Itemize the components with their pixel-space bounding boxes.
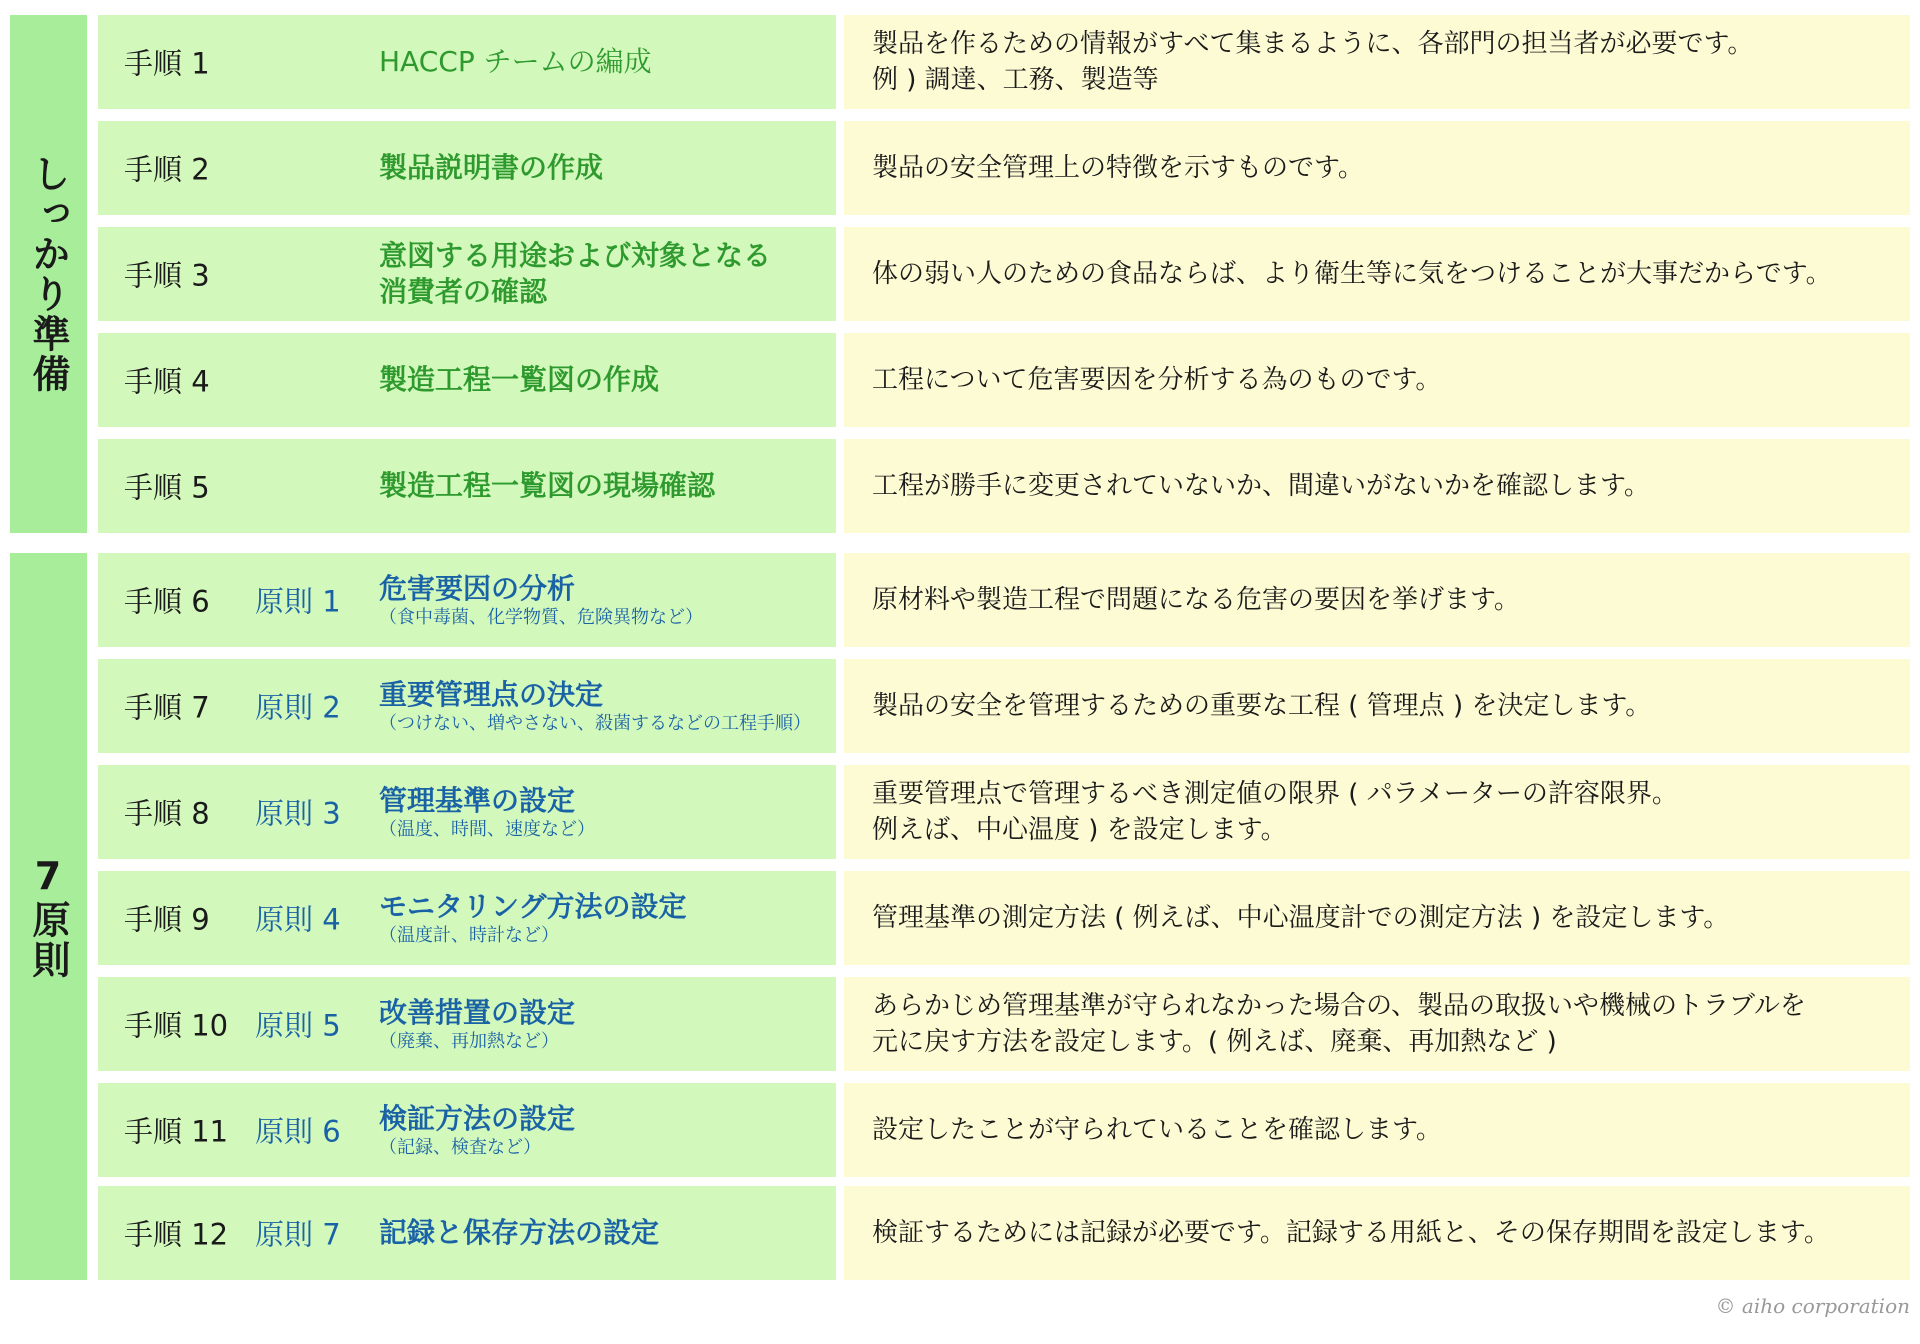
step-description: 原材料や製造工程で問題になる危害の要因を挙げます。 [872, 585, 1520, 615]
step-description: 体の弱い人のための食品ならば、より衛生等に気をつけることが大事だからです。 [872, 259, 1832, 289]
step-subtitle: （記録、検査など） [379, 1137, 541, 1158]
step-cell [98, 121, 836, 215]
description-cell [844, 15, 1910, 109]
section-label-preparation-text: しっかり準備 [26, 154, 70, 394]
step-description: 検証するためには記録が必要です。記録する用紙と、その保存期間を設定します。 [872, 1218, 1830, 1248]
step-subtitle: （つけない、増やさない、殺菌するなどの工程手順） [379, 713, 811, 734]
step-cell [98, 439, 836, 533]
step-description: 管理基準の測定方法 ( 例えば、中心温度計での測定方法 ) を設定します。 [872, 903, 1730, 933]
principle-number: 原則 2 [255, 690, 341, 725]
table-row [98, 15, 1910, 109]
step-description: 製品を作るための情報がすべて集まるように、各部門の担当者が必要です。 例 ) 調達、工務、製造等 [872, 29, 1754, 95]
principle-number: 原則 1 [255, 584, 341, 619]
step-number: 手順 5 [124, 470, 210, 505]
step-description: 重要管理点で管理するべき測定値の限界 ( パラメーターの許容限界。 例えば、中心温度 ) を設定します。 [872, 779, 1678, 845]
step-description: 工程が勝手に変更されていないか、間違いがないかを確認します。 [872, 471, 1650, 501]
step-number: 手順 8 [124, 796, 210, 831]
table-row [98, 1083, 1910, 1177]
step-cell [98, 333, 836, 427]
step-cell [98, 765, 836, 859]
principle-number: 原則 6 [255, 1114, 341, 1149]
step-cell [98, 871, 836, 965]
step-title: 改善措置の設定 [379, 996, 576, 1029]
step-title: 記録と保存方法の設定 [379, 1216, 660, 1249]
step-description: 製品の安全を管理するための重要な工程 ( 管理点 ) を決定します。 [872, 691, 1652, 721]
step-title: モニタリング方法の設定 [379, 890, 687, 923]
step-subtitle: （廃棄、再加熱など） [379, 1031, 559, 1052]
description-cell [844, 121, 1910, 215]
step-number: 手順 6 [124, 584, 210, 619]
step-description: 工程について危害要因を分析する為のものです。 [872, 365, 1442, 395]
step-title: 製品説明書の作成 [379, 151, 604, 184]
step-description: 設定したことが守られていることを確認します。 [872, 1115, 1442, 1145]
description-cell [844, 333, 1910, 427]
description-cell [844, 227, 1910, 321]
description-cell [844, 553, 1910, 647]
step-cell [98, 227, 836, 321]
step-cell [98, 659, 836, 753]
step-number: 手順 10 [124, 1008, 229, 1043]
step-title: 危害要因の分析 [379, 572, 576, 605]
description-cell [844, 871, 1910, 965]
description-cell [844, 765, 1910, 859]
step-cell [98, 553, 836, 647]
step-subtitle: （温度、時間、速度など） [379, 819, 595, 840]
step-number: 手順 1 [124, 46, 210, 81]
description-cell [844, 977, 1910, 1071]
table-row [98, 765, 1910, 859]
step-number: 手順 12 [124, 1217, 229, 1252]
section-label-preparation [10, 15, 87, 533]
table-row [98, 553, 1910, 647]
step-title: 意図する用途および対象となる 消費者の確認 [379, 239, 772, 308]
step-title: 製造工程一覧図の現場確認 [379, 469, 716, 502]
copyright-credit: © aiho corporation [1715, 1294, 1910, 1318]
step-title: 管理基準の設定 [379, 784, 576, 817]
section-label-principles-text: 7原則 [26, 853, 70, 980]
step-number: 手順 4 [124, 364, 210, 399]
principle-number: 原則 3 [255, 796, 341, 831]
step-number: 手順 3 [124, 258, 210, 293]
step-subtitle: （食中毒菌、化学物質、危険異物など） [379, 607, 703, 628]
step-subtitle: （温度計、時計など） [379, 925, 559, 946]
table-row [98, 121, 1910, 215]
description-cell [844, 439, 1910, 533]
step-cell [98, 977, 836, 1071]
step-title: 重要管理点の決定 [379, 678, 604, 711]
table-row [98, 227, 1910, 321]
step-number: 手順 9 [124, 902, 210, 937]
principle-number: 原則 5 [255, 1008, 341, 1043]
step-number: 手順 11 [124, 1114, 229, 1149]
table-row [98, 1186, 1910, 1280]
step-title: HACCP チームの編成 [379, 45, 652, 78]
description-cell [844, 1083, 1910, 1177]
table-row [98, 871, 1910, 965]
step-cell [98, 1186, 836, 1280]
step-number: 手順 2 [124, 152, 210, 187]
step-number: 手順 7 [124, 690, 210, 725]
step-cell [98, 1083, 836, 1177]
step-description: 製品の安全管理上の特徴を示すものです。 [872, 153, 1364, 183]
table-row [98, 439, 1910, 533]
principle-number: 原則 7 [255, 1217, 341, 1252]
step-title: 検証方法の設定 [379, 1102, 576, 1135]
step-description: あらかじめ管理基準が守られなかった場合の、製品の取扱いや機械のトラブルを 元に戻す方法を設定します。( 例えば、廃棄、再加熱など ) [872, 991, 1806, 1057]
step-cell [98, 15, 836, 109]
step-title: 製造工程一覧図の作成 [379, 363, 660, 396]
table-row [98, 977, 1910, 1071]
table-row [98, 659, 1910, 753]
section-label-principles [10, 553, 87, 1280]
description-cell [844, 659, 1910, 753]
description-cell [844, 1186, 1910, 1280]
principle-number: 原則 4 [255, 902, 341, 937]
table-row [98, 333, 1910, 427]
